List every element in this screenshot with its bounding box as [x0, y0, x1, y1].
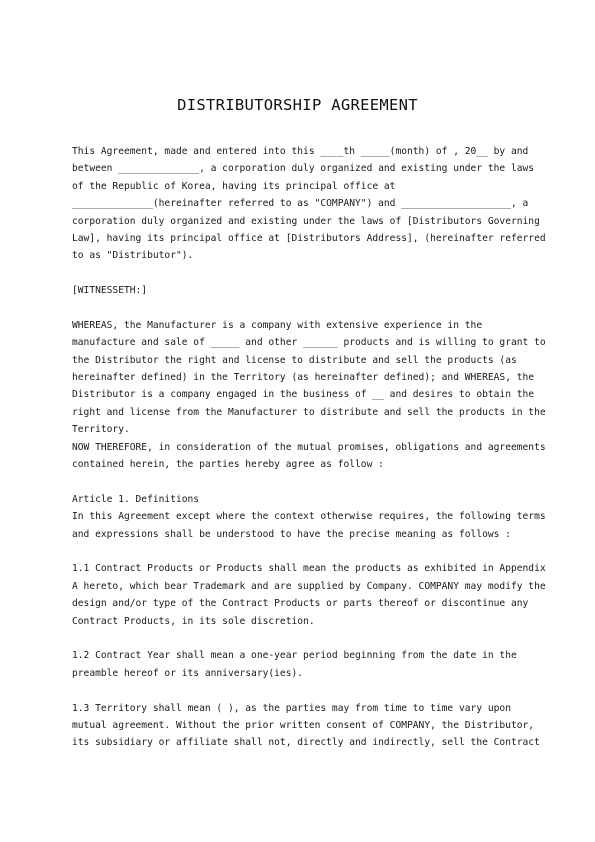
clause-1-1	[72, 560, 546, 630]
article-1-definitions	[72, 491, 546, 543]
whereas-line: hereinafter defined) in the Territory (as hereinafter defined); and WHEREAS, the	[72, 372, 535, 384]
whereas-line: NOW THEREFORE, in consideration of the mutual promises, obligations and agreements	[72, 441, 546, 453]
spacer	[72, 630, 542, 647]
clause-line: Contract Products, in its sole discretion.	[72, 615, 315, 627]
clause-line: preamble hereof or its anniversary(ies).	[72, 667, 304, 679]
whereas-line: WHEREAS, the Manufacturer is a company with extensive experience in the	[72, 319, 483, 331]
whereas-line: contained herein, the parties hereby agree as follow :	[72, 459, 384, 471]
spacer	[72, 543, 542, 560]
witnesseth-line: [WITNESSETH:]	[72, 285, 148, 297]
clause-line: A hereto, which bear Trademark and are supplied by Company. COMPANY may modify the	[72, 580, 546, 592]
whereas-line: Territory.	[72, 424, 130, 436]
whereas-line: the Distributor the right and license to distribute and sell the products (as	[72, 354, 517, 366]
article-line: and expressions shall be understood to have the precise meaning as follows :	[72, 528, 511, 540]
intro-line: This Agreement, made and entered into this ____th _____(month) of , 20__ by and	[72, 146, 529, 157]
clause-1-3	[72, 700, 542, 752]
spacer	[72, 682, 542, 699]
whereas-line: right and license from the Manufacturer to distribute and sell the products in the	[72, 406, 546, 418]
whereas-line: manufacture and sale of _____ and other ______ products and is willing to grant to	[72, 337, 546, 349]
document-body	[72, 143, 546, 752]
article-line: In this Agreement except where the context otherwise requires, the following terms	[72, 511, 546, 523]
clause-line: its subsidiary or affiliate shall not, directly and indirectly, sell the Contract	[72, 737, 540, 749]
clause-line: 1.2 Contract Year shall mean a one-year period beginning from the date in the	[72, 650, 517, 662]
clause-line: design and/or type of the Contract Products or parts thereof or discontinue any	[72, 598, 529, 610]
whereas-paragraph	[72, 317, 546, 474]
intro-line: between ______________, a corporation duly organized and existing under the laws	[72, 163, 535, 175]
intro-line: to as "Distributor").	[72, 250, 194, 262]
intro-line: ______________(hereinafter referred to as "COMPANY") and ___________________, a	[72, 198, 529, 210]
intro-line: Law], having its principal office at [Distributors Address], (hereinafter referred	[72, 232, 546, 244]
intro-line: of the Republic of Korea, having its principal office at	[72, 180, 396, 192]
witnesseth-heading	[72, 282, 542, 299]
spacer	[72, 265, 542, 282]
intro-paragraph	[72, 143, 546, 265]
article-heading: Article 1. Definitions	[72, 493, 200, 505]
document-title: DISTRIBUTORSHIP AGREEMENT	[177, 96, 418, 114]
whereas-line: Distributor is a company engaged in the business of __ and desires to obtain the	[72, 389, 535, 401]
intro-line: corporation duly organized and existing under the laws of [Distributors Governing	[72, 215, 540, 227]
spacer	[72, 473, 542, 490]
spacer	[72, 300, 542, 317]
clause-line: mutual agreement. Without the prior written consent of COMPANY, the Distributor,	[72, 719, 535, 731]
clause-1-2	[72, 647, 542, 682]
clause-line: 1.1 Contract Products or Products shall mean the products as exhibited in Appendix	[72, 563, 546, 575]
clause-line: 1.3 Territory shall mean ( ), as the parties may from time to time vary upon	[72, 702, 511, 714]
